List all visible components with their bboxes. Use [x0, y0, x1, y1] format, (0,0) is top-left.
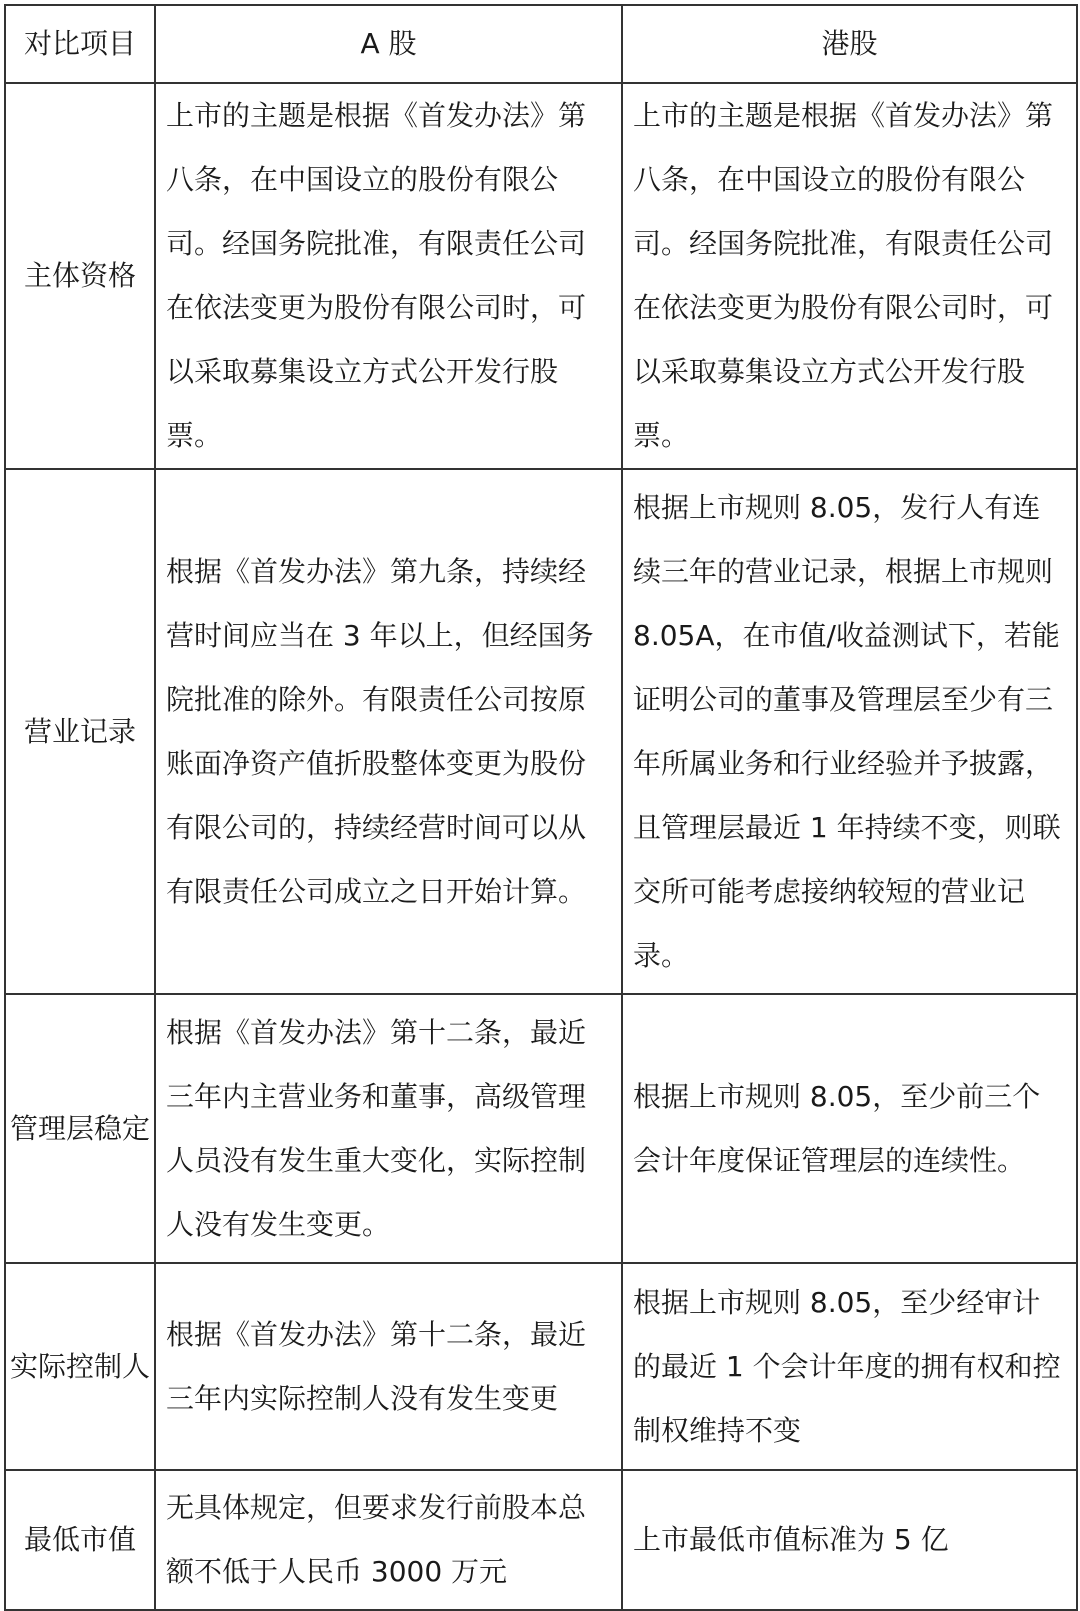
row-label: 最低市值: [5, 1470, 155, 1610]
row-label: 营业记录: [5, 469, 155, 994]
header-a-share: A 股: [155, 5, 622, 83]
a-share-cell: 无具体规定，但要求发行前股本总额不低于人民币 3000 万元: [155, 1470, 622, 1610]
table-row: [5, 469, 1077, 994]
a-share-cell: 根据《首发办法》第十二条，最近三年内主营业务和董事，高级管理人员没有发生重大变化，实际控制人没有发生变更。: [155, 994, 622, 1263]
hk-share-cell: 根据上市规则 8.05，发行人有连续三年的营业记录，根据上市规则 8.05A，在市值/收益测试下，若能证明公司的董事及管理层至少有三年所属业务和行业经验并予披露，且管理层最近 1 年持续不变，则联交所可能考虑接纳较短的营业记录。: [622, 469, 1077, 994]
row-label: 主体资格: [5, 83, 155, 469]
a-share-cell: 上市的主题是根据《首发办法》第八条，在中国设立的股份有限公司。经国务院批准，有限责任公司在依法变更为股份有限公司时，可以采取募集设立方式公开发行股票。: [155, 83, 622, 469]
table-row: [5, 994, 1077, 1263]
comparison-table: [4, 4, 1078, 1611]
a-share-cell: 根据《首发办法》第十二条，最近三年内实际控制人没有发生变更: [155, 1263, 622, 1470]
hk-share-cell: 上市最低市值标准为 5 亿: [622, 1470, 1077, 1610]
row-label: 实际控制人: [5, 1263, 155, 1470]
row-label: 管理层稳定: [5, 994, 155, 1263]
header-item: 对比项目: [5, 5, 155, 83]
hk-share-cell: 根据上市规则 8.05，至少前三个会计年度保证管理层的连续性。: [622, 994, 1077, 1263]
a-share-cell: 根据《首发办法》第九条，持续经营时间应当在 3 年以上，但经国务院批准的除外。有限责任公司按原账面净资产值折股整体变更为股份有限公司的，持续经营时间可以从有限责任公司成立之日开始计算。: [155, 469, 622, 994]
header-hk-share: 港股: [622, 5, 1077, 83]
table-row: [5, 1470, 1077, 1610]
hk-share-cell: 根据上市规则 8.05，至少经审计的最近 1 个会计年度的拥有权和控制权维持不变: [622, 1263, 1077, 1470]
table-row: [5, 83, 1077, 469]
hk-share-cell: 上市的主题是根据《首发办法》第八条，在中国设立的股份有限公司。经国务院批准，有限责任公司在依法变更为股份有限公司时，可以采取募集设立方式公开发行股票。: [622, 83, 1077, 469]
table-header-row: [5, 5, 1077, 83]
table-row: [5, 1263, 1077, 1470]
